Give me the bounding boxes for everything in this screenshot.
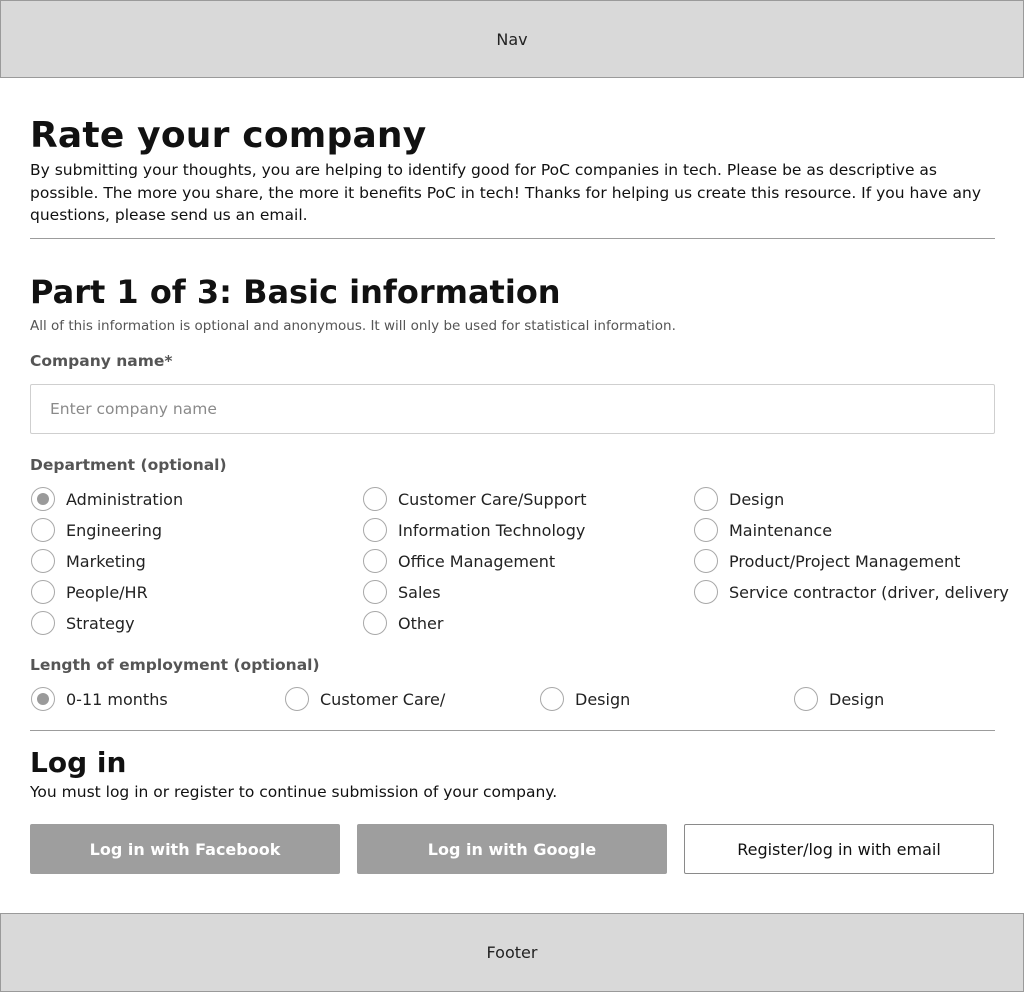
department-label: Department (optional) [30, 456, 227, 474]
radio-label: Service contractor (driver, delivery [729, 582, 1009, 602]
radio-icon[interactable] [31, 518, 55, 542]
radio-label: Strategy [66, 613, 135, 633]
radio-icon[interactable] [363, 580, 387, 604]
department-option-engineering[interactable] [31, 518, 162, 542]
radio-icon[interactable] [31, 611, 55, 635]
radio-icon[interactable] [694, 549, 718, 573]
department-option-strategy[interactable] [31, 611, 135, 635]
radio-label: Information Technology [398, 520, 586, 540]
department-option-marketing[interactable] [31, 549, 146, 573]
radio-label: Engineering [66, 520, 162, 540]
radio-icon[interactable] [694, 580, 718, 604]
company-name-input[interactable] [30, 384, 995, 434]
department-option-design[interactable] [694, 487, 784, 511]
radio-icon[interactable] [694, 518, 718, 542]
radio-label: Office Management [398, 551, 556, 571]
radio-icon[interactable] [363, 518, 387, 542]
department-option-maintenance[interactable] [694, 518, 832, 542]
department-option-other[interactable] [363, 611, 443, 635]
company-name-label: Company name* [30, 352, 173, 370]
radio-label: Sales [398, 582, 441, 602]
nav-bar [0, 0, 1024, 78]
radio-icon[interactable] [794, 687, 818, 711]
login-description: You must log in or register to continue submission of your company. [30, 783, 558, 801]
page-intro: By submitting your thoughts, you are helping to identify good for PoC companies in tech. Please be as descriptive as possible. The more you share, the more it benefits PoC in tech! Thanks for helping us create this resource. If you have any questions, please send us an email. [30, 161, 981, 224]
radio-label: Marketing [66, 551, 146, 571]
nav-label: Nav [496, 29, 528, 49]
department-option-it[interactable] [363, 518, 585, 542]
footer-label: Footer [486, 943, 538, 962]
department-option-administration[interactable] [31, 487, 183, 511]
radio-icon[interactable] [285, 687, 309, 711]
department-option-service-contractor[interactable] [694, 580, 1009, 604]
department-option-sales[interactable] [363, 580, 441, 604]
radio-icon[interactable] [540, 687, 564, 711]
department-option-people-hr[interactable] [31, 580, 148, 604]
email-login-button[interactable]: Register/log in with email [684, 824, 994, 874]
radio-label: Maintenance [729, 520, 833, 540]
length-option-3[interactable] [540, 687, 630, 711]
radio-label: Administration [66, 489, 184, 509]
facebook-login-button[interactable]: Log in with Facebook [30, 824, 340, 874]
radio-icon[interactable] [31, 549, 55, 573]
length-option-2[interactable] [285, 687, 445, 711]
page-title: Rate your company [30, 115, 427, 156]
radio-label: Design [575, 689, 631, 709]
department-option-office-management[interactable] [363, 549, 555, 573]
part1-description: All of this information is optional and anonymous. It will only be used for statistical information. [30, 318, 676, 334]
radio-label: Design [829, 689, 885, 709]
radio-label: Customer Care/ [320, 689, 446, 709]
footer [0, 913, 1024, 992]
radio-icon[interactable] [694, 487, 718, 511]
radio-label: People/HR [66, 582, 148, 602]
radio-icon[interactable] [363, 549, 387, 573]
radio-label: Product/Project Management [729, 551, 961, 571]
google-login-button[interactable]: Log in with Google [357, 824, 667, 874]
radio-checked-icon[interactable] [31, 687, 55, 711]
length-option-0-11-months[interactable] [31, 687, 168, 711]
radio-icon[interactable] [363, 487, 387, 511]
radio-icon[interactable] [31, 580, 55, 604]
part1-title: Part 1 of 3: Basic information [30, 273, 561, 311]
login-title: Log in [30, 746, 127, 779]
length-label: Length of employment (optional) [30, 656, 320, 674]
radio-label: 0-11 months [66, 689, 168, 709]
section-divider [30, 730, 995, 731]
section-divider [30, 238, 995, 239]
length-option-4[interactable] [794, 687, 884, 711]
department-option-customer-care[interactable] [363, 487, 587, 511]
radio-label: Other [398, 613, 444, 633]
radio-checked-icon[interactable] [31, 487, 55, 511]
radio-icon[interactable] [363, 611, 387, 635]
radio-label: Customer Care/Support [398, 489, 587, 509]
department-option-product-management[interactable] [694, 549, 960, 573]
radio-label: Design [729, 489, 785, 509]
